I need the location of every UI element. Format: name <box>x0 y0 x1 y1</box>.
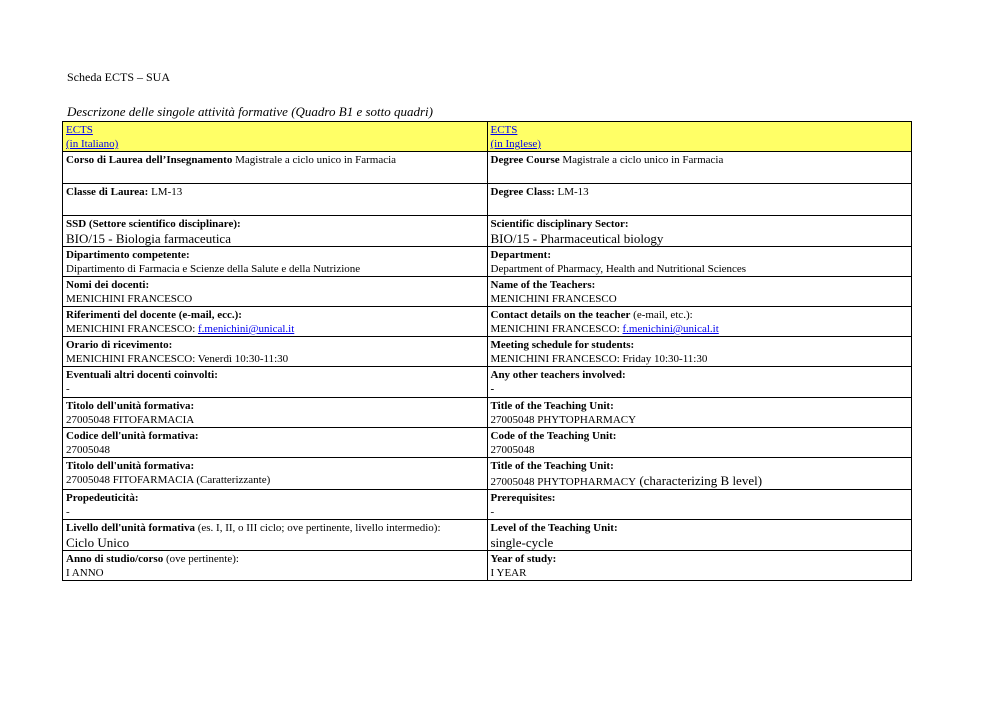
header-ects-link-english[interactable]: ECTS <box>490 124 518 136</box>
riferimenti-label-en: Contact details on the teacher <box>490 309 631 321</box>
classe-value-en: LM-13 <box>554 186 589 198</box>
anno-value-it: I ANNO <box>66 567 104 579</box>
anno-label-line-it <box>66 552 484 566</box>
table-row <box>63 551 912 581</box>
livello-cell-it <box>63 520 488 551</box>
titolo2-label-it: Titolo dell'unità formativa: <box>66 460 195 472</box>
codice-cell-it <box>63 428 488 458</box>
titolo2-value-en <box>491 473 909 489</box>
ssd-cell-en <box>487 216 912 247</box>
codice-label-it: Codice dell'unità formativa: <box>66 430 199 442</box>
classe-label-it: Classe di Laurea: <box>66 186 149 198</box>
altri-value-en: - <box>490 383 495 395</box>
orario-value-it: MENICHINI FRANCESCO: Venerdì 10:30-11:30 <box>66 353 289 365</box>
anno-cell-en <box>487 551 912 581</box>
corso-label-en: Degree Course <box>490 154 560 166</box>
corso-cell-en <box>487 152 912 184</box>
table-row <box>63 216 912 247</box>
classe-cell-it <box>63 184 488 216</box>
titolo1-value-it: 27005048 FITOFARMACIA <box>66 414 195 426</box>
ssd-value-it: BIO/15 - Biologia farmaceutica <box>66 231 231 246</box>
livello-label-it: Livello dell'unità formativa <box>66 522 195 534</box>
altri-value-it: - <box>66 383 70 395</box>
anno-label-en: Year of study: <box>490 553 557 565</box>
titolo1-label-it: Titolo dell'unità formativa: <box>66 400 195 412</box>
table-row <box>63 398 912 428</box>
titolo1-label-en: Title of the Teaching Unit: <box>490 400 614 412</box>
livello-label-line-it <box>66 521 484 535</box>
orario-value-en: MENICHINI FRANCESCO: Friday 10:30-11:30 <box>490 353 708 365</box>
propedeuticita-value-en: - <box>490 506 495 518</box>
riferimenti-cell-en <box>487 307 912 337</box>
titolo1-value-en: 27005048 PHYTOPHARMACY <box>490 414 637 426</box>
titolo2-cell-it <box>63 458 488 490</box>
livello-label-en: Level of the Teaching Unit: <box>490 522 618 534</box>
ssd-value-en: BIO/15 - Pharmaceutical biology <box>490 231 664 246</box>
ssd-label-it: SSD (Settore scientifico disciplinare): <box>66 218 241 230</box>
dipartimento-cell-en <box>487 247 912 277</box>
orario-cell-it <box>63 337 488 367</box>
livello-label-note-it: (es. I, II, o III ciclo; ove pertinente, livello intermedio): <box>194 522 441 534</box>
riferimenti-label-line-en <box>491 308 909 322</box>
propedeuticita-label-it: Propedeuticità: <box>66 492 139 504</box>
ssd-cell-it <box>63 216 488 247</box>
riferimenti-cell-it <box>63 307 488 337</box>
livello-cell-en <box>487 520 912 551</box>
titolo2-value-note-en: (characterizing B level) <box>636 473 763 488</box>
header-ects-link-italian[interactable]: ECTS <box>66 124 93 136</box>
codice-value-en: 27005048 <box>490 444 535 456</box>
altri-cell-en <box>487 367 912 398</box>
riferimenti-value-en <box>491 322 909 336</box>
table-row <box>63 520 912 551</box>
table-row <box>63 307 912 337</box>
altri-label-en: Any other teachers involved: <box>490 369 626 381</box>
table-row <box>63 152 912 184</box>
docenti-cell-it <box>63 277 488 307</box>
docenti-cell-en <box>487 277 912 307</box>
riferimenti-prefix-en: MENICHINI FRANCESCO: <box>490 323 623 335</box>
table-row <box>63 367 912 398</box>
table-row <box>63 247 912 277</box>
orario-cell-en <box>487 337 912 367</box>
codice-value-it: 27005048 <box>66 444 110 456</box>
docenti-label-en: Name of the Teachers: <box>490 279 596 291</box>
corso-value-it: Magistrale a ciclo unico in Farmacia <box>232 154 397 166</box>
riferimenti-prefix-it: MENICHINI FRANCESCO: <box>66 323 199 335</box>
table-row <box>63 277 912 307</box>
altri-cell-it <box>63 367 488 398</box>
riferimenti-value-it <box>66 322 484 336</box>
anno-label-it: Anno di studio/corso <box>66 553 164 565</box>
table-row <box>63 458 912 490</box>
docenti-label-it: Nomi dei docenti: <box>66 279 150 291</box>
email-link-it[interactable]: f.menichini@unical.it <box>198 323 295 335</box>
titolo2-value-main-en: 27005048 PHYTOPHARMACY <box>490 476 637 488</box>
corso-value-en: Magistrale a ciclo unico in Farmacia <box>559 154 724 166</box>
riferimenti-label-it: Riferimenti del docente (e-mail, ecc.): <box>66 309 242 321</box>
classe-cell-en <box>487 184 912 216</box>
header-cell-english <box>487 122 912 152</box>
titolo2-value-it: 27005048 FITOFARMACIA (Caratterizzante) <box>66 474 271 486</box>
docenti-value-en: MENICHINI FRANCESCO <box>490 293 617 305</box>
anno-label-note-it: (ove pertinente): <box>163 553 239 565</box>
table-row <box>63 490 912 520</box>
document-title: Scheda ECTS – SUA <box>67 70 170 84</box>
anno-value-en: I YEAR <box>490 567 527 579</box>
header-cell-italian <box>63 122 488 152</box>
ssd-label-en: Scientific disciplinary Sector: <box>490 218 629 230</box>
table-row <box>63 184 912 216</box>
classe-value-it: LM-13 <box>148 186 183 198</box>
anno-cell-it <box>63 551 488 581</box>
propedeuticita-label-en: Prerequisites: <box>490 492 556 504</box>
propedeuticita-cell-en <box>487 490 912 520</box>
altri-label-it: Eventuali altri docenti coinvolti: <box>66 369 218 381</box>
orario-label-en: Meeting schedule for students: <box>490 339 635 351</box>
ects-table <box>62 121 912 581</box>
table-header-row <box>63 122 912 152</box>
dipartimento-label-it: Dipartimento competente: <box>66 249 190 261</box>
classe-label-en: Degree Class: <box>490 186 555 198</box>
titolo2-cell-en <box>487 458 912 490</box>
header-lang-link-english[interactable]: (in Inglese) <box>490 138 541 150</box>
docenti-value-it: MENICHINI FRANCESCO <box>66 293 193 305</box>
dipartimento-cell-it <box>63 247 488 277</box>
corso-label-it: Corso di Laurea dell’Insegnamento <box>66 154 233 166</box>
dipartimento-label-en: Department: <box>490 249 551 261</box>
titolo1-cell-en <box>487 398 912 428</box>
table-row <box>63 428 912 458</box>
titolo2-label-en: Title of the Teaching Unit: <box>490 460 614 472</box>
table-row <box>63 337 912 367</box>
document-subtitle: Descrizone delle singole attività formative (Quadro B1 e sotto quadri) <box>67 104 433 119</box>
codice-cell-en <box>487 428 912 458</box>
dipartimento-value-it: Dipartimento di Farmacia e Scienze della Salute e della Nutrizione <box>66 263 361 275</box>
livello-value-it: Ciclo Unico <box>66 535 130 550</box>
email-link-en[interactable]: f.menichini@unical.it <box>622 323 719 335</box>
corso-cell-it <box>63 152 488 184</box>
header-lang-link-italian[interactable]: (in Italiano) <box>66 138 119 150</box>
propedeuticita-cell-it <box>63 490 488 520</box>
titolo1-cell-it <box>63 398 488 428</box>
livello-value-en: single-cycle <box>490 535 554 550</box>
riferimenti-label-note-en: (e-mail, etc.): <box>630 309 693 321</box>
propedeuticita-value-it: - <box>66 506 70 518</box>
orario-label-it: Orario di ricevimento: <box>66 339 173 351</box>
dipartimento-value-en: Department of Pharmacy, Health and Nutritional Sciences <box>490 263 747 275</box>
codice-label-en: Code of the Teaching Unit: <box>490 430 617 442</box>
